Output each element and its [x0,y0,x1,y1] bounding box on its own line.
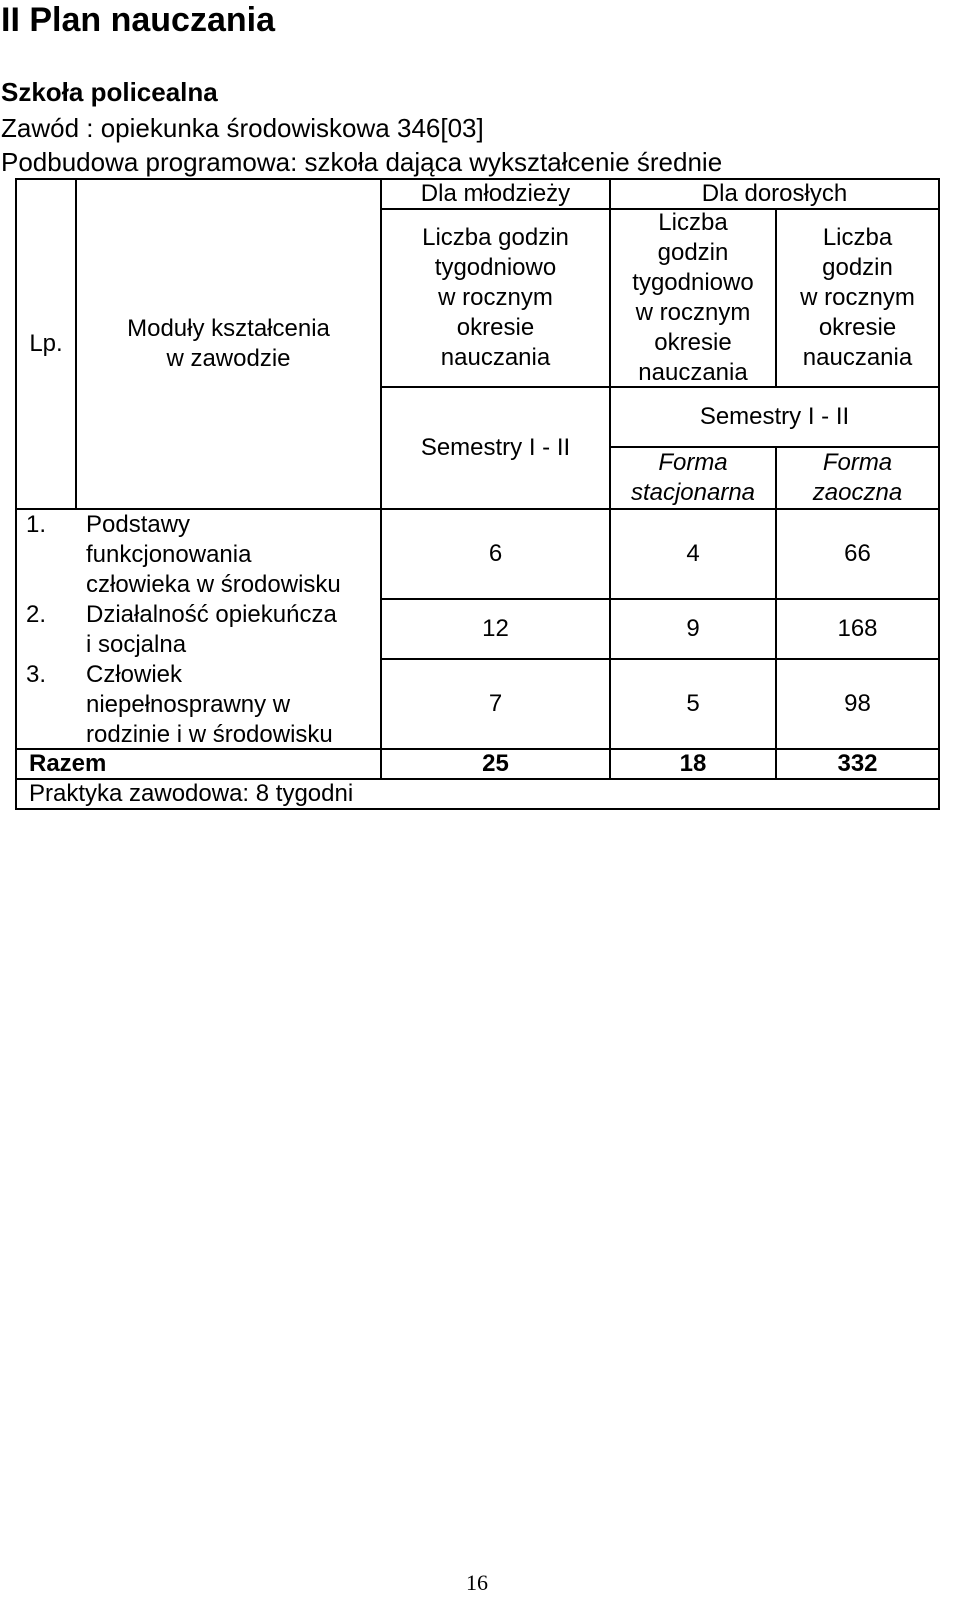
program-basis: Podbudowa programowa: szkoła dająca wykształcenie średnie [1,147,723,177]
total-extramural-value: 332 [775,748,940,780]
group-youth-header [380,178,611,210]
semesters-youth-label: Semestry I - II [420,434,571,461]
row-stationary-value: 4 [609,508,777,600]
profession: Zawód : opiekunka środowiskowa 346[03] [1,113,484,143]
adults-yearly-hours-header [775,208,940,388]
page-number: 16 [466,1570,488,1595]
group-adults-label: Dla dorosłych [701,180,848,207]
semesters-adults-header [609,386,940,448]
adults-weekly-hours-label: Liczba godzin tygodniowo w rocznym okresie nauczania [632,209,754,386]
page-title: II Plan nauczania [1,1,275,39]
semesters-adults-label: Semestry I - II [699,403,850,430]
total-youth-value: 25 [380,748,611,780]
row-stationary-value: 5 [609,658,777,750]
form-stationary-header [609,446,777,510]
row-module-name: Działalność opiekuńcza i socjalna [86,601,337,658]
row-extramural-value: 98 [775,658,940,750]
row-extramural-value: 66 [775,508,940,600]
col-lp-label: Lp. [29,330,63,357]
adults-yearly-hours-label: Liczba godzin w rocznym okresie nauczania [800,224,915,371]
form-stationary-label: Forma stacjonarna [630,449,756,506]
col-modules-label: Moduły kształcenia w zawodzie [127,315,330,372]
group-youth-label: Dla młodzieży [420,180,571,207]
row-module-name: Człowiek niepełnosprawny w rodzinie i w środowisku [86,661,333,748]
total-row-label: Razem [15,748,382,780]
row-module-name: Podstawy funkcjonowania człowieka w środowisku [86,511,341,598]
col-modules-header [75,178,382,510]
total-stationary-value: 18 [609,748,777,780]
school-type: Szkoła policealna [1,77,218,107]
form-extramural-label: Forma zaoczna [812,449,903,506]
table-left-border [15,508,17,750]
row-stationary-value: 9 [609,598,777,660]
row-youth-value: 12 [380,598,611,660]
row-extramural-value: 168 [775,598,940,660]
form-extramural-header [775,446,940,510]
row-number: 3. [25,661,46,688]
row-number: 2. [25,601,46,628]
practice-row: Praktyka zawodowa: 8 tygodni [15,778,940,810]
col-lp-header [15,178,77,510]
table-row-module [15,508,382,600]
group-adults-header [609,178,940,210]
youth-hours-header [380,208,611,388]
semesters-youth-header [380,386,611,510]
adults-weekly-hours-header [609,208,777,388]
row-number: 1. [25,511,46,538]
row-youth-value: 7 [380,658,611,750]
youth-hours-label: Liczba godzin tygodniowo w rocznym okresie nauczania [422,224,569,371]
row-youth-value: 6 [380,508,611,600]
table-row-module [15,598,382,660]
table-row-module [15,658,382,750]
